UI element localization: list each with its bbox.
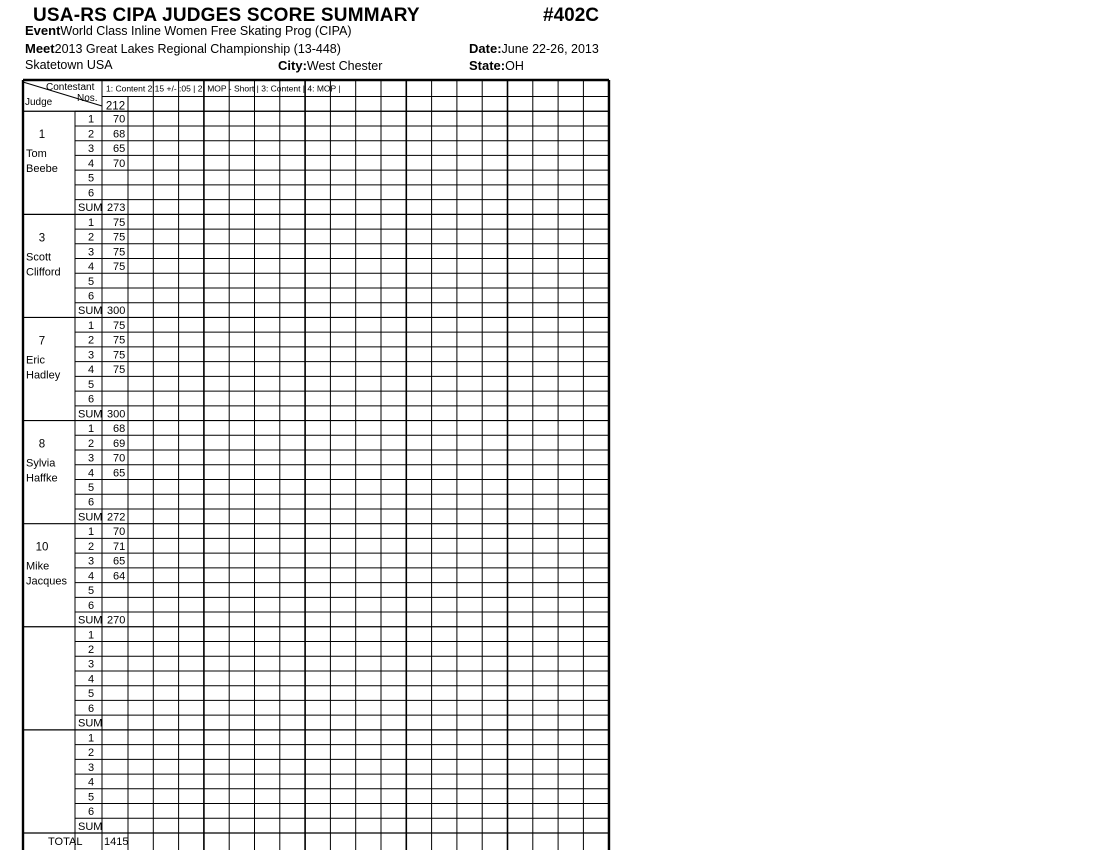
sum-label: SUM <box>78 717 103 730</box>
judge-score: 70 <box>113 526 126 539</box>
judge-score: 70 <box>113 157 126 170</box>
judge-score: 65 <box>113 555 126 568</box>
score-row-number: 5 <box>87 275 95 288</box>
judge-last-name: Haffke <box>26 472 58 485</box>
score-row-number: 6 <box>87 599 95 612</box>
score-row-number: 4 <box>87 157 95 170</box>
sum-label: SUM <box>78 614 103 627</box>
score-row-number: 4 <box>87 364 95 377</box>
score-row-number: 5 <box>87 481 95 494</box>
meet-label: Meet <box>25 41 55 56</box>
sum-label: SUM <box>78 408 103 421</box>
score-row-number: 2 <box>87 644 95 657</box>
judge-score: 75 <box>113 319 126 332</box>
judge-first-name: Eric <box>26 354 45 367</box>
score-row-number: 4 <box>87 467 95 480</box>
city-label: City: <box>278 58 307 73</box>
judge-score: 75 <box>113 334 126 347</box>
total-label: TOTAL <box>48 836 83 848</box>
score-row-number: 3 <box>87 555 95 568</box>
score-row-number: 5 <box>87 688 95 701</box>
judge-score: 68 <box>113 423 126 436</box>
judge-score: 75 <box>113 231 126 244</box>
date-value: June 22-26, 2013 <box>501 42 599 56</box>
judge-number: 10 <box>35 541 49 554</box>
judge-sum: 273 <box>107 202 126 215</box>
corner-contestant-label: Contestant <box>46 82 95 93</box>
score-row-number: 3 <box>87 452 95 465</box>
score-row-number: 2 <box>87 747 95 760</box>
judge-first-name: Sylvia <box>26 457 56 470</box>
judge-score: 65 <box>113 467 126 480</box>
event-label: Event <box>25 23 61 38</box>
score-row-number: 3 <box>87 143 95 156</box>
state-label: State: <box>469 58 506 73</box>
score-row-number: 3 <box>87 761 95 774</box>
judge-sum: 300 <box>107 305 126 318</box>
criteria-legend: 1: Content 2:15 +/- :05 | 2: MOP - Short | 3: Content | 4: MOP | <box>106 83 341 94</box>
form-number: #402C <box>543 5 599 26</box>
corner-nos-label: Nos. <box>77 93 98 104</box>
score-row-number: 3 <box>87 658 95 671</box>
judge-number: 3 <box>38 232 46 245</box>
sum-label: SUM <box>78 511 103 524</box>
score-row-number: 3 <box>87 246 95 259</box>
score-row-number: 2 <box>87 437 95 450</box>
judge-score: 70 <box>113 113 126 126</box>
judge-score: 70 <box>113 452 126 465</box>
score-row-number: 4 <box>87 776 95 789</box>
score-row-number: 5 <box>87 172 95 185</box>
judge-sum: 270 <box>107 614 126 627</box>
judge-score: 64 <box>113 570 126 583</box>
score-row-number: 5 <box>87 378 95 391</box>
score-row-number: 6 <box>87 187 95 200</box>
corner-judge-label: Judge <box>25 97 53 108</box>
judge-score: 65 <box>113 143 126 156</box>
judge-number: 1 <box>38 129 46 142</box>
score-row-number: 1 <box>87 423 95 436</box>
judge-number: 7 <box>38 335 46 348</box>
sum-label: SUM <box>78 820 103 833</box>
score-row-number: 1 <box>87 319 95 332</box>
judge-first-name: Mike <box>26 560 50 573</box>
score-row-number: 2 <box>87 540 95 553</box>
judge-last-name: Beebe <box>26 163 58 176</box>
meet-value: 2013 Great Lakes Regional Championship (13-448) <box>54 42 341 56</box>
judge-last-name: Jacques <box>26 575 67 588</box>
page-title: USA-RS CIPA JUDGES SCORE SUMMARY <box>33 5 420 26</box>
judge-score: 75 <box>113 349 126 362</box>
judge-score: 75 <box>113 364 126 377</box>
state-value: OH <box>505 59 524 73</box>
score-row-number: 6 <box>87 393 95 406</box>
score-row-number: 6 <box>87 496 95 509</box>
score-row-number: 1 <box>87 216 95 229</box>
sum-label: SUM <box>78 305 103 318</box>
judge-first-name: Scott <box>26 251 52 264</box>
host-rink: Skatetown USA <box>25 58 113 72</box>
sum-label: SUM <box>78 202 103 215</box>
judge-sum: 300 <box>107 408 126 421</box>
score-row-number: 6 <box>87 806 95 819</box>
judge-score: 75 <box>113 261 126 274</box>
judge-score: 68 <box>113 128 126 141</box>
score-row-number: 6 <box>87 290 95 303</box>
judge-score: 75 <box>113 246 126 259</box>
score-row-number: 3 <box>87 349 95 362</box>
score-row-number: 4 <box>87 570 95 583</box>
score-row-number: 1 <box>87 732 95 745</box>
judge-last-name: Clifford <box>26 266 61 279</box>
judge-score: 71 <box>113 540 126 553</box>
score-row-number: 1 <box>87 113 95 126</box>
contestant-number: 212 <box>105 100 126 113</box>
judge-score: 69 <box>113 437 126 450</box>
score-row-number: 2 <box>87 231 95 244</box>
score-row-number: 6 <box>87 702 95 715</box>
score-row-number: 2 <box>87 334 95 347</box>
judge-number: 8 <box>38 438 46 451</box>
score-row-number: 5 <box>87 585 95 598</box>
judge-score: 75 <box>113 216 126 229</box>
score-row-number: 1 <box>87 526 95 539</box>
judge-first-name: Tom <box>26 148 47 161</box>
grand-total: 1415 <box>104 836 129 848</box>
score-row-number: 4 <box>87 261 95 274</box>
event-value: World Class Inline Women Free Skating Prog (CIPA) <box>60 24 352 38</box>
judge-last-name: Hadley <box>26 369 61 382</box>
date-label: Date: <box>469 41 502 56</box>
score-row-number: 1 <box>87 629 95 642</box>
score-row-number: 5 <box>87 791 95 804</box>
score-row-number: 2 <box>87 128 95 141</box>
score-row-number: 4 <box>87 673 95 686</box>
judge-sum: 272 <box>107 511 126 524</box>
city-value: West Chester <box>306 59 383 73</box>
